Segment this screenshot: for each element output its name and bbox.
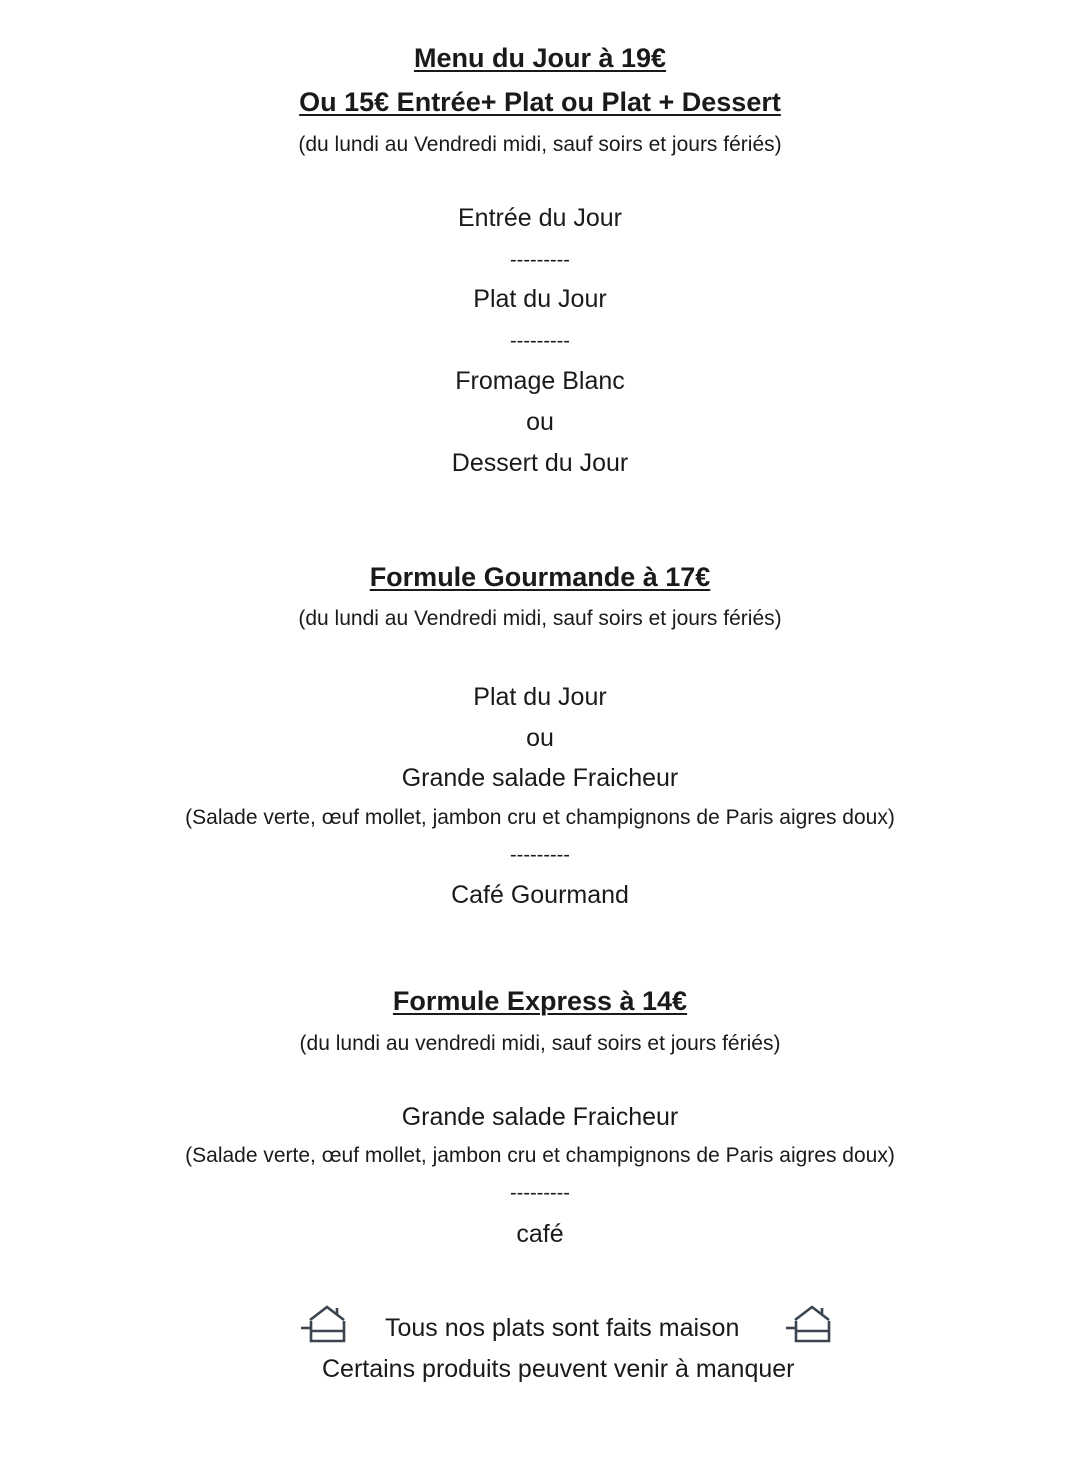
menu-item-fromage: Fromage Blanc [455, 367, 625, 395]
formule-express-title: Formule Express à 14€ [392, 986, 688, 1016]
fait-maison-house-icon [785, 1304, 835, 1344]
separator: --------- [510, 1182, 570, 1204]
menu-item-plat: Plat du Jour [473, 285, 607, 313]
separator: --------- [510, 844, 570, 866]
gourmande-item-salade: Grande salade Fraicheur [401, 764, 679, 792]
menu-du-jour-note: (du lundi au Vendredi midi, sauf soirs et jours fériés) [298, 133, 782, 156]
gourmande-item-plat: Plat du Jour [473, 683, 607, 711]
express-salade-description: (Salade verte, œuf mollet, jambon cru et champignons de Paris aigres doux) [185, 1144, 895, 1167]
separator: --------- [510, 330, 570, 352]
gourmande-salade-description: (Salade verte, œuf mollet, jambon cru et champignons de Paris aigres doux) [185, 806, 895, 829]
gourmande-item-ou: ou [526, 724, 554, 752]
footer-availability-text: Certains produits peuvent venir à manquer [322, 1355, 795, 1383]
formule-express-note: (du lundi au vendredi midi, sauf soirs et jours fériés) [299, 1032, 781, 1055]
menu-item-entree: Entrée du Jour [458, 204, 622, 232]
gourmande-item-cafe: Café Gourmand [451, 881, 629, 909]
separator: --------- [510, 249, 570, 271]
menu-item-dessert: Dessert du Jour [451, 449, 629, 477]
express-item-cafe: café [516, 1220, 564, 1248]
express-item-salade: Grande salade Fraicheur [401, 1103, 679, 1131]
menu-item-ou: ou [526, 408, 554, 436]
footer-homemade-text: Tous nos plats sont faits maison [385, 1314, 740, 1342]
fait-maison-house-icon [300, 1304, 350, 1344]
menu-du-jour-title: Menu du Jour à 19€ [413, 43, 667, 73]
menu-du-jour-subtitle: Ou 15€ Entrée+ Plat ou Plat + Dessert [299, 87, 781, 117]
formule-gourmande-title: Formule Gourmande à 17€ [369, 562, 711, 592]
formule-gourmande-note: (du lundi au Vendredi midi, sauf soirs et jours fériés) [298, 607, 782, 630]
